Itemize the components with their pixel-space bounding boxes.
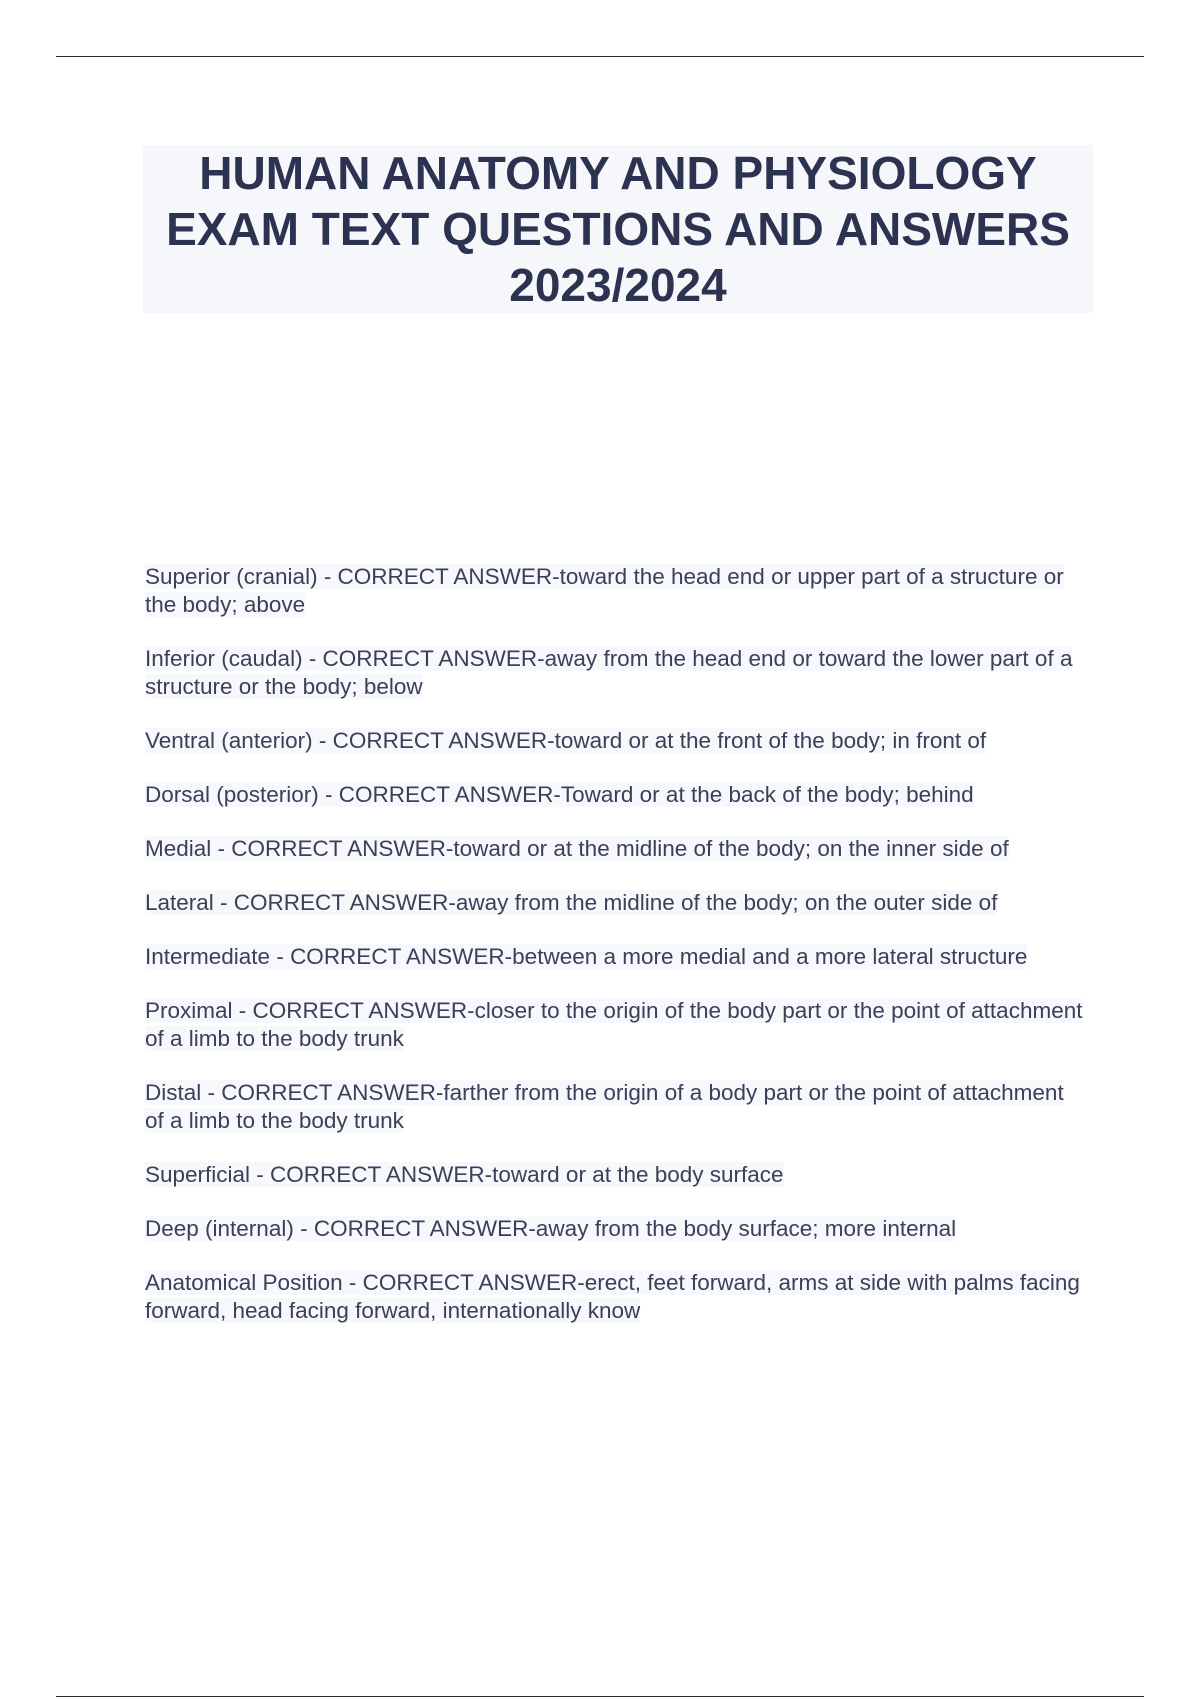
list-item	[145, 727, 1085, 755]
list-item	[145, 835, 1085, 863]
document-title: HUMAN ANATOMY AND PHYSIOLOGY EXAM TEXT QUESTIONS AND ANSWERS 2023/2024	[166, 147, 1070, 311]
entry-text: Superior (cranial) - CORRECT ANSWER-toward the head end or upper part of a structure or the body; above	[145, 564, 1064, 617]
title-banner	[143, 145, 1093, 313]
entry-text: Inferior (caudal) - CORRECT ANSWER-away from the head end or toward the lower part of a structure or the body; below	[145, 646, 1073, 699]
list-item	[145, 1269, 1085, 1325]
entry-text: Anatomical Position - CORRECT ANSWER-erect, feet forward, arms at side with palms facing forward, head facing forward, internationally know	[145, 1270, 1080, 1323]
list-item	[145, 781, 1085, 809]
entry-text: Lateral - CORRECT ANSWER-away from the midline of the body; on the outer side of	[145, 890, 998, 915]
entry-text: Ventral (anterior) - CORRECT ANSWER-toward or at the front of the body; in front of	[145, 728, 987, 753]
entry-text: Dorsal (posterior) - CORRECT ANSWER-Toward or at the back of the body; behind	[145, 782, 974, 807]
entry-text: Distal - CORRECT ANSWER-farther from the origin of a body part or the point of attachment of a limb to the body trunk	[145, 1080, 1064, 1133]
list-item	[145, 1215, 1085, 1243]
list-item	[145, 1079, 1085, 1135]
list-item	[145, 997, 1085, 1053]
list-item	[145, 943, 1085, 971]
list-item	[145, 889, 1085, 917]
answer-list	[145, 563, 1085, 1351]
top-rule	[56, 56, 1144, 57]
entry-text: Deep (internal) - CORRECT ANSWER-away from the body surface; more internal	[145, 1216, 957, 1241]
entry-text: Intermediate - CORRECT ANSWER-between a more medial and a more lateral structure	[145, 944, 1028, 969]
entry-text: Medial - CORRECT ANSWER-toward or at the midline of the body; on the inner side of	[145, 836, 1009, 861]
list-item	[145, 645, 1085, 701]
list-item	[145, 563, 1085, 619]
list-item	[145, 1161, 1085, 1189]
entry-text: Proximal - CORRECT ANSWER-closer to the origin of the body part or the point of attachment of a limb to the body trunk	[145, 998, 1083, 1051]
entry-text: Superficial - CORRECT ANSWER-toward or at the body surface	[145, 1162, 784, 1187]
bottom-rule	[56, 1696, 1144, 1697]
